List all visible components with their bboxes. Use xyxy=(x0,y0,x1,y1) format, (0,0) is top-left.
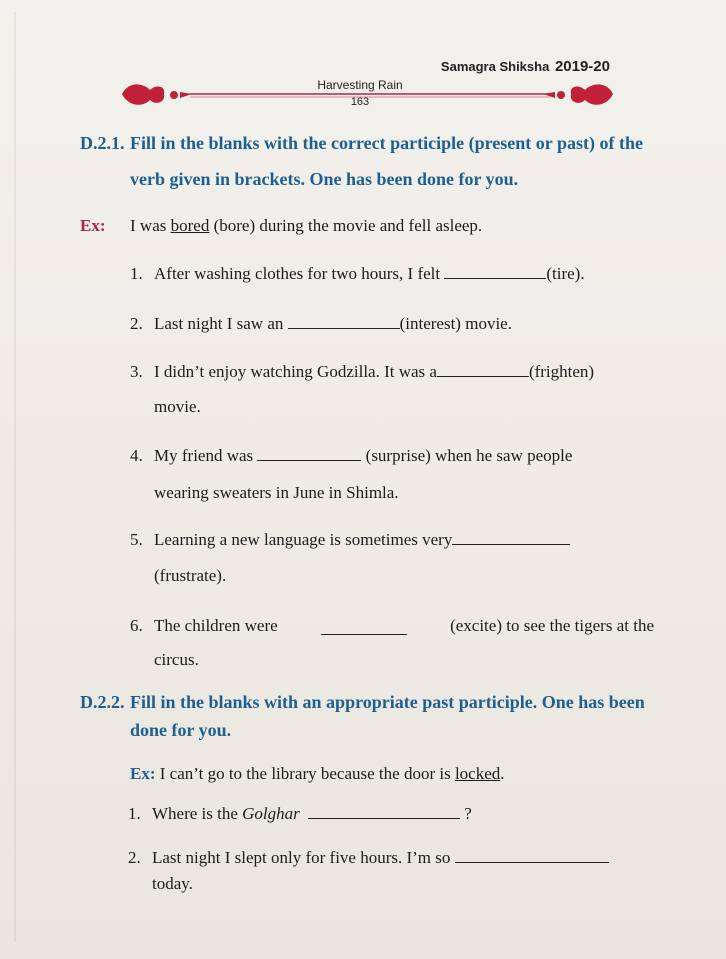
item-number: 1. xyxy=(130,264,143,283)
example-answer: locked xyxy=(454,764,501,783)
answer-blank[interactable] xyxy=(437,362,529,377)
exercise-item-4: My friend was (surprise) when he saw people xyxy=(154,446,573,465)
answer-blank[interactable] xyxy=(452,530,570,545)
page-number: 163 xyxy=(350,96,370,108)
publisher-header xyxy=(441,58,610,75)
publication-year: 2019-20 xyxy=(554,58,610,75)
section-instruction: Fill in the blanks with the correct participle (present or past) of the verb given in brackets. One has been done for you. xyxy=(130,133,643,189)
section-heading-d22 xyxy=(80,688,680,744)
section-heading-d21 xyxy=(80,125,680,197)
item-number: 2. xyxy=(130,314,143,333)
answer-blank[interactable] xyxy=(444,264,546,279)
example-answer: bored xyxy=(170,216,210,235)
example-sentence: I was bored (bore) during the movie and fell asleep. xyxy=(130,216,483,235)
example-label: Ex: xyxy=(130,764,156,783)
running-title: Harvesting Rain xyxy=(317,78,403,92)
example-label: Ex: xyxy=(80,216,106,235)
section-number: D.2.2. xyxy=(80,692,125,712)
exercise-item-4-continued: wearing sweaters in June in Shimla. xyxy=(154,483,399,502)
exercise-2-item-1: Where is the Golghar ? xyxy=(152,804,472,823)
exercise-item-3-continued: movie. xyxy=(154,397,201,416)
answer-blank[interactable] xyxy=(455,848,609,863)
item-number: 5. xyxy=(130,530,143,549)
section-instruction: Fill in the blanks with an appropriate past participle. One has been done for you. xyxy=(130,692,645,740)
item-number: 1. xyxy=(128,804,141,823)
exercise-item-5: Learning a new language is sometimes very xyxy=(154,530,570,550)
publisher-name: Samagra Shiksha xyxy=(440,59,550,74)
answer-blank[interactable] xyxy=(257,446,361,461)
exercise-item-2: Last night I saw an (interest) movie. xyxy=(154,314,512,333)
exercise-2-item-2-continued: today. xyxy=(152,874,193,893)
place-name: Golghar xyxy=(242,804,300,823)
exercise-item-3: I didn’t enjoy watching Godzilla. It was a (frighten) xyxy=(154,362,595,381)
answer-blank[interactable] xyxy=(288,314,400,329)
example-sentence-2: Ex: I can’t go to the library because the door is locked. xyxy=(130,764,505,783)
item-number: 4. xyxy=(130,446,143,465)
page-edge-shadow xyxy=(14,12,16,942)
item-number: 2. xyxy=(128,848,141,867)
item-number: 6. xyxy=(130,616,143,635)
exercise-item-6-continued: circus. xyxy=(154,650,199,669)
item-number: 3. xyxy=(130,362,143,381)
exercise-2-item-2: Last night I slept only for five hours. I’m so xyxy=(152,848,609,868)
exercise-item-1: After washing clothes for two hours, I felt (tire). xyxy=(154,264,585,283)
answer-blank[interactable] xyxy=(308,804,460,819)
exercise-item-6: The children were (excite) to see the tigers at the xyxy=(154,616,654,635)
answer-blank[interactable] xyxy=(321,620,407,635)
exercise-item-5-continued: (frustrate). xyxy=(154,566,227,585)
section-number: D.2.1. xyxy=(80,133,125,153)
